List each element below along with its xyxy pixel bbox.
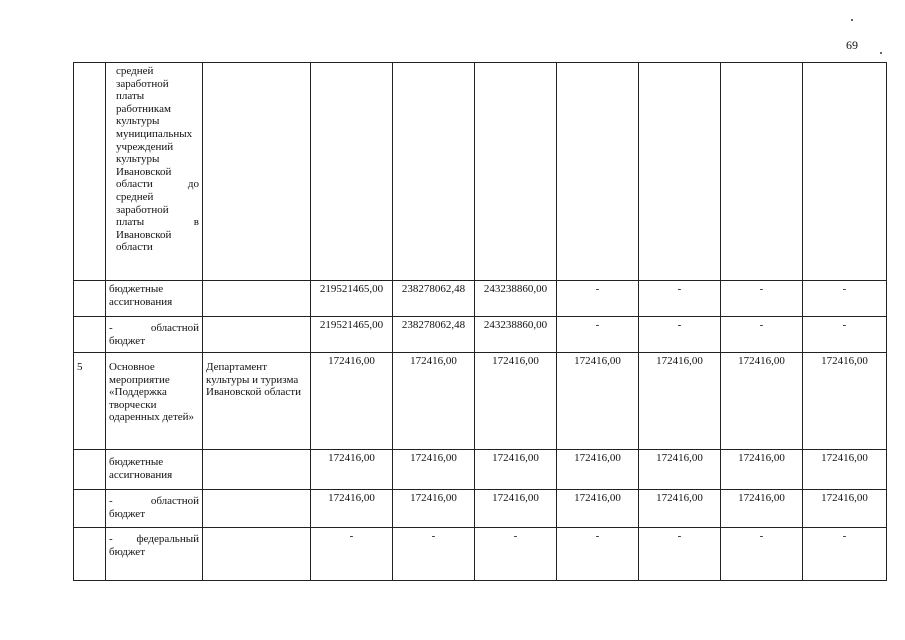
table-cell: 172416,00 xyxy=(393,450,475,490)
row-description: Основное мероприятие «Поддержка творчески одаренных детей» xyxy=(106,353,203,450)
table-cell: 172416,00 xyxy=(639,450,721,490)
table-cell: 219521465,00 xyxy=(311,317,393,353)
row-number: 5 xyxy=(74,353,106,450)
table-cell: - xyxy=(721,528,803,581)
row-number xyxy=(74,317,106,353)
table-cell: 243238860,00 xyxy=(475,281,557,317)
table-cell xyxy=(639,63,721,281)
table-cell: 172416,00 xyxy=(557,450,639,490)
table-cell: - xyxy=(803,281,887,317)
table-cell: - xyxy=(639,281,721,317)
table-cell: - xyxy=(721,281,803,317)
table-cell: - xyxy=(639,528,721,581)
row-executor xyxy=(203,450,311,490)
row-description: бюджетные ассигнования xyxy=(106,450,203,490)
table-cell: 172416,00 xyxy=(557,353,639,450)
table-cell: 219521465,00 xyxy=(311,281,393,317)
table-cell: 172416,00 xyxy=(721,353,803,450)
table-cell: 172416,00 xyxy=(311,450,393,490)
table-cell: 172416,00 xyxy=(311,353,393,450)
table-cell: 172416,00 xyxy=(475,353,557,450)
table-cell xyxy=(803,63,887,281)
table-cell: - xyxy=(721,317,803,353)
table-cell: - xyxy=(557,528,639,581)
table-cell: 172416,00 xyxy=(475,490,557,528)
table-cell: 172416,00 xyxy=(393,490,475,528)
table-cell xyxy=(721,63,803,281)
table-cell: 172416,00 xyxy=(639,490,721,528)
table-cell: - xyxy=(557,317,639,353)
table-cell: - xyxy=(393,528,475,581)
table-cell: 172416,00 xyxy=(721,450,803,490)
row-number xyxy=(74,490,106,528)
table-cell: 172416,00 xyxy=(557,490,639,528)
table-cell: - xyxy=(311,528,393,581)
table-cell: 238278062,48 xyxy=(393,281,475,317)
table-cell xyxy=(311,63,393,281)
table-cell: 238278062,48 xyxy=(393,317,475,353)
table-cell: 172416,00 xyxy=(803,353,887,450)
table-cell: - xyxy=(557,281,639,317)
row-description: - областной бюджет xyxy=(106,490,203,528)
table-cell: 172416,00 xyxy=(393,353,475,450)
scan-speck xyxy=(880,52,882,54)
row-description: - областной бюджет xyxy=(106,317,203,353)
table-cell: - xyxy=(475,528,557,581)
row-executor xyxy=(203,490,311,528)
table-row xyxy=(74,317,887,353)
table-row xyxy=(74,490,887,528)
table-cell xyxy=(557,63,639,281)
table-cell: 172416,00 xyxy=(721,490,803,528)
row-number xyxy=(74,528,106,581)
row-number xyxy=(74,63,106,281)
row-description: - федеральный бюджет xyxy=(106,528,203,581)
row-executor xyxy=(203,281,311,317)
table-row xyxy=(74,63,887,281)
table-row xyxy=(74,450,887,490)
table-row xyxy=(74,353,887,450)
row-number xyxy=(74,281,106,317)
table-row xyxy=(74,528,887,581)
table-cell xyxy=(393,63,475,281)
row-description: средней заработной платы работникам культуры муниципальных учреждений культуры Ивановской области до средней заработной платы в Ивановской области xyxy=(106,63,203,281)
row-executor: Департамент культуры и туризма Ивановской области xyxy=(203,353,311,450)
table-cell: - xyxy=(803,528,887,581)
table-cell: 172416,00 xyxy=(639,353,721,450)
table-row xyxy=(74,281,887,317)
table-cell: 172416,00 xyxy=(475,450,557,490)
table-cell: 172416,00 xyxy=(803,490,887,528)
table-cell: 243238860,00 xyxy=(475,317,557,353)
table-cell: 172416,00 xyxy=(311,490,393,528)
budget-table xyxy=(73,62,887,581)
table-cell: - xyxy=(639,317,721,353)
table-cell: - xyxy=(803,317,887,353)
scan-speck xyxy=(851,19,853,21)
row-executor xyxy=(203,63,311,281)
table-cell: 172416,00 xyxy=(803,450,887,490)
row-executor xyxy=(203,317,311,353)
page-number: 69 xyxy=(846,38,858,52)
row-executor xyxy=(203,528,311,581)
row-description: бюджетные ассигнования xyxy=(106,281,203,317)
table-cell xyxy=(475,63,557,281)
row-number xyxy=(74,450,106,490)
